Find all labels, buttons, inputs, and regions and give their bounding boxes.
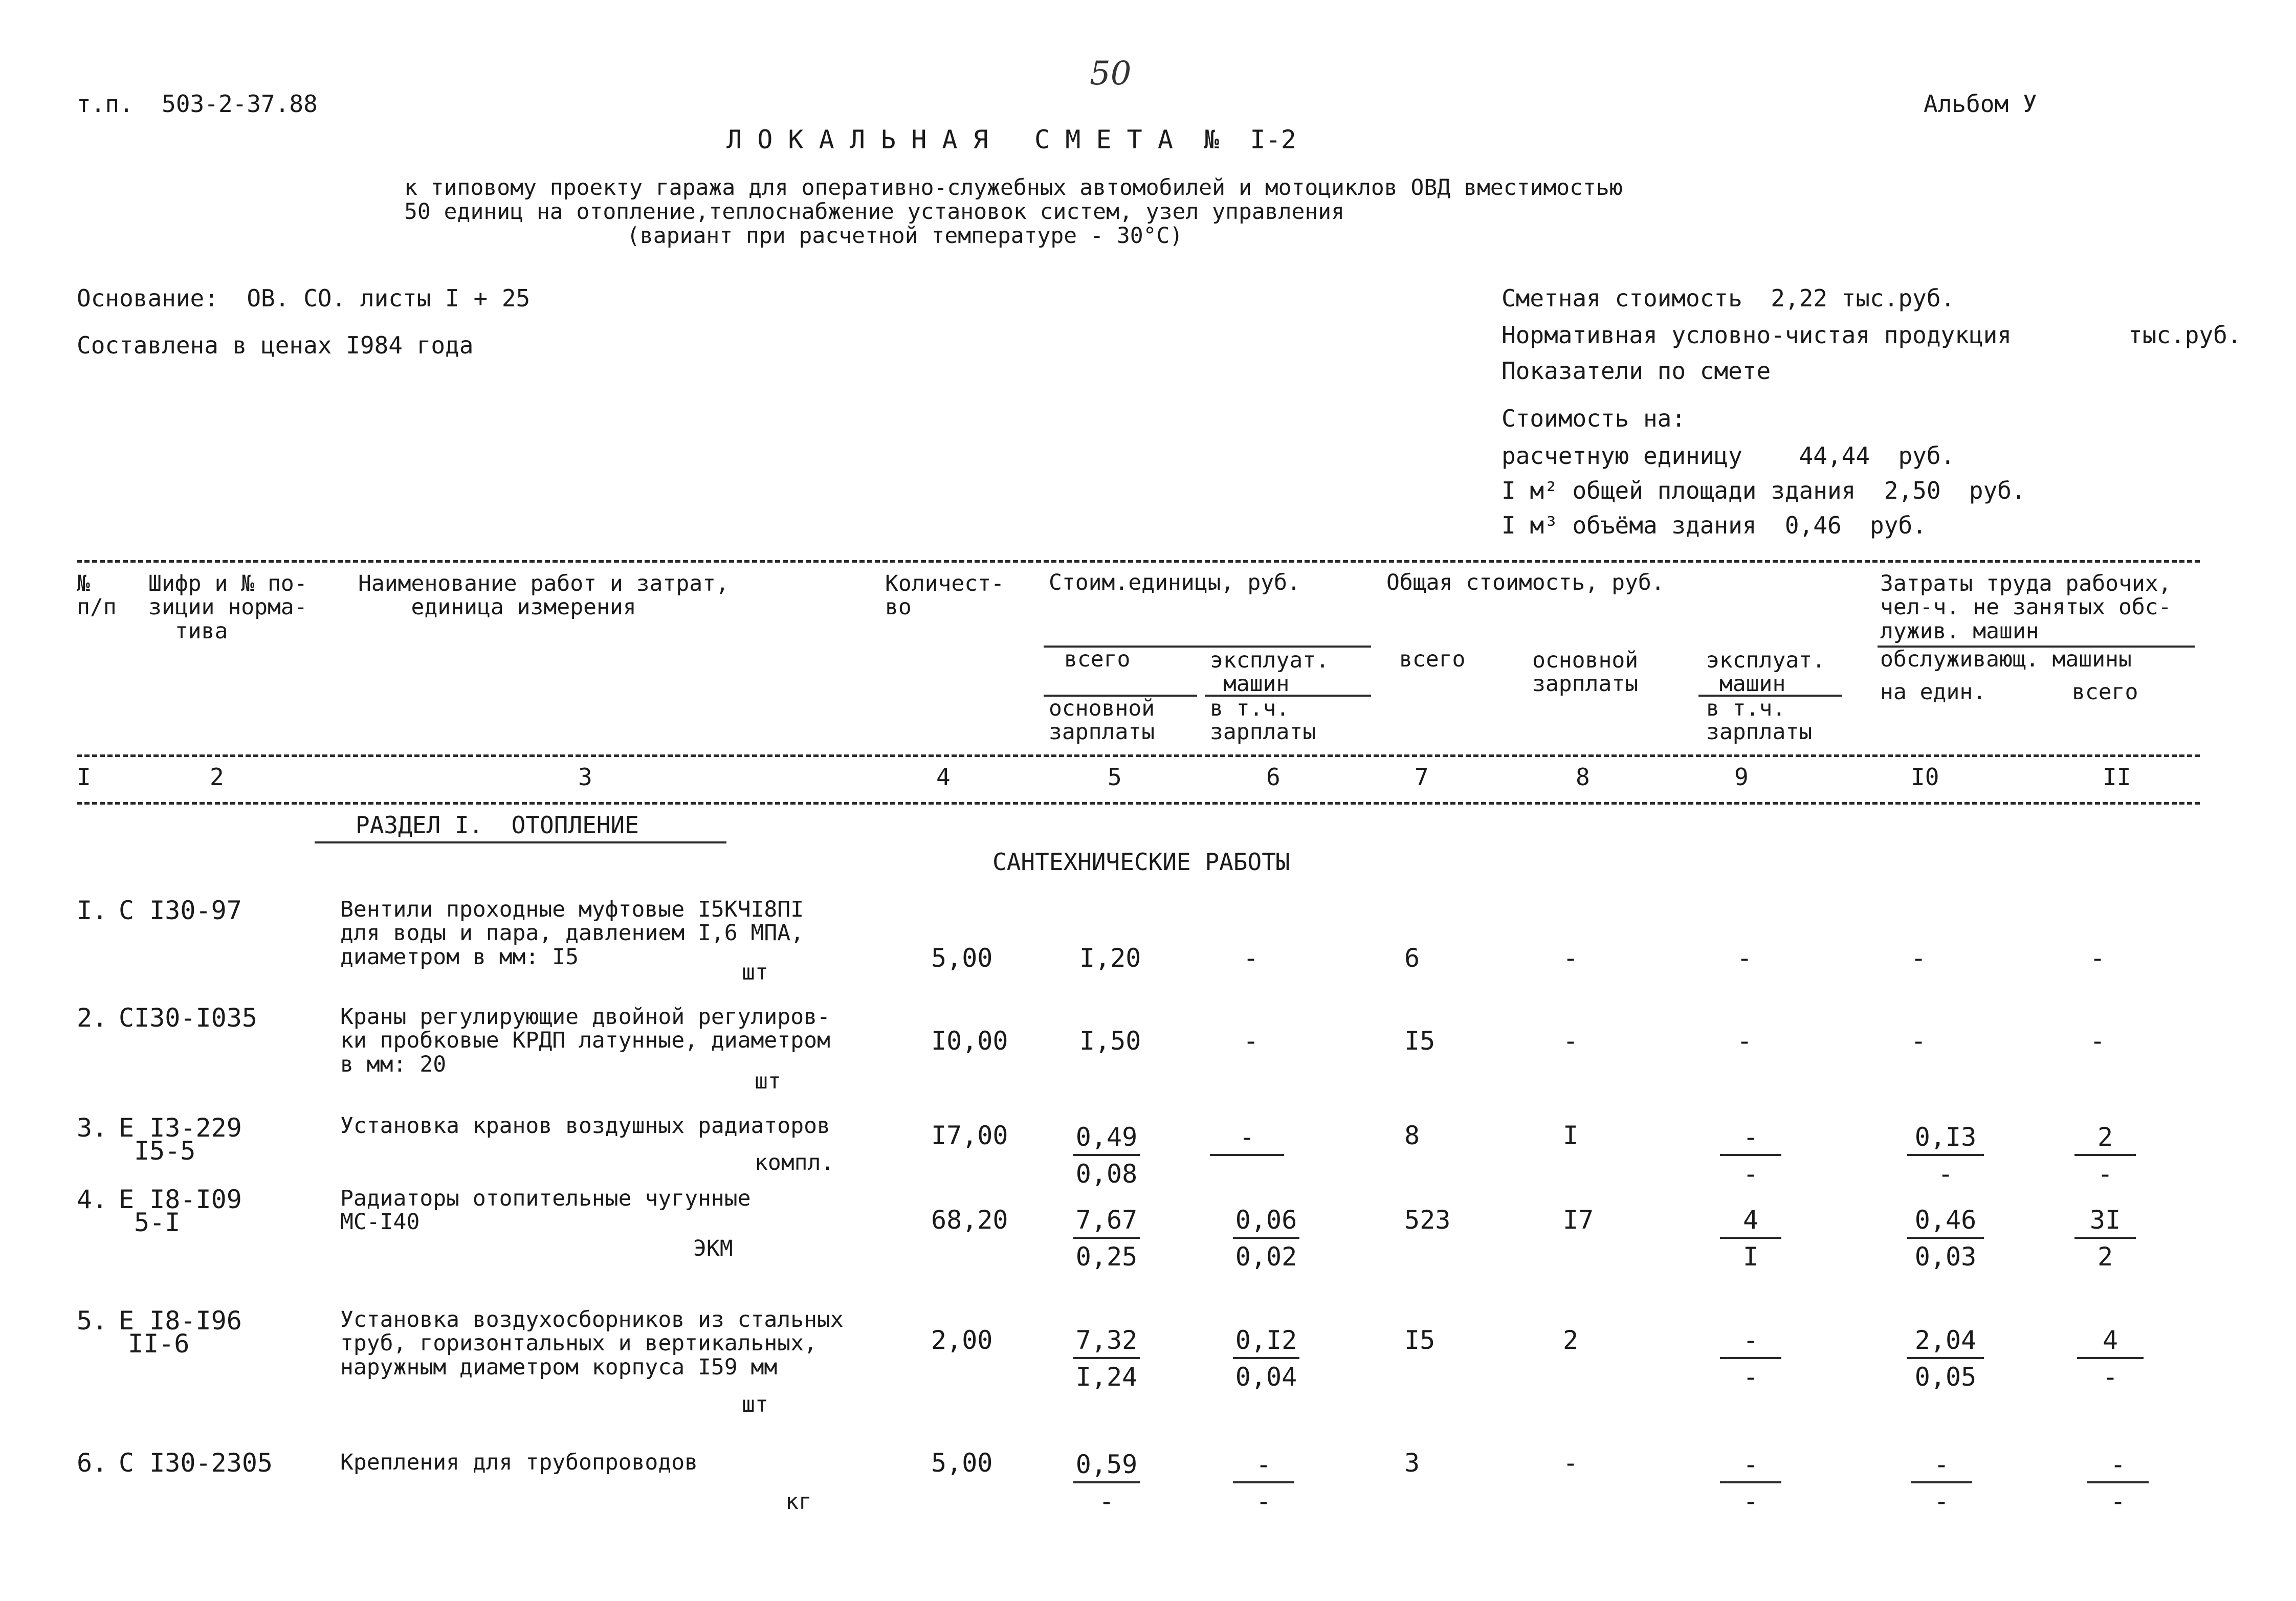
- row-code: С I30-2305: [119, 1448, 273, 1478]
- row-number: I.: [77, 896, 108, 925]
- row-labor-unit: -: [1911, 943, 1927, 973]
- row-total-machines-fraction: [1720, 1452, 1781, 1514]
- column-number: 7: [1415, 763, 1429, 791]
- row-labor-unit: 0,I3: [1907, 1124, 1984, 1156]
- row-total-wages: -: [1563, 1026, 1579, 1056]
- row-code: С I30-97: [119, 896, 242, 925]
- row-code: СI30-I035: [119, 1003, 257, 1033]
- header-col-qty: Количест- во: [885, 571, 1004, 620]
- row-name: Радиаторы отопительные чугунные МС-I40: [340, 1186, 751, 1235]
- row-labor-total-fraction: [2077, 1327, 2144, 1390]
- row-unit-machines-fraction: [1233, 1327, 1299, 1390]
- row-labor-total-machines: -: [2110, 1486, 2126, 1516]
- row-total: 8: [1404, 1121, 1420, 1150]
- column-numbers-rule: [77, 802, 2200, 805]
- row-unit: шт: [755, 1069, 781, 1094]
- row-code-sub: I5-5: [134, 1136, 196, 1166]
- row-labor-total: 2: [2074, 1124, 2136, 1156]
- row-total-machines: -: [1737, 1026, 1753, 1056]
- row-labor-unit-machines: -: [1937, 1159, 1954, 1189]
- row-total-wages: 2: [1563, 1325, 1579, 1355]
- column-number: I: [77, 763, 91, 791]
- header-labor-sub: обслуживающ. машины: [1880, 647, 2132, 672]
- row-unit-total: I,20: [1079, 943, 1141, 973]
- row-total: I5: [1404, 1325, 1436, 1355]
- column-number: 9: [1734, 763, 1749, 791]
- row-unit-machines-fraction: [1233, 1452, 1294, 1514]
- row-unit-total-fraction: [1073, 1207, 1140, 1270]
- project-code: т.п. 503-2-37.88: [77, 90, 318, 118]
- row-total-machines-wages: -: [1742, 1486, 1759, 1516]
- row-code-sub: 5-I: [134, 1208, 181, 1237]
- header-labor: Затраты труда рабочих, чел-ч. не занятых обс- лужив. машин: [1880, 571, 2172, 644]
- row-total-machines-wages: -: [1742, 1362, 1759, 1392]
- row-labor-unit-fraction: [1907, 1327, 1984, 1390]
- row-total-machines: -: [1720, 1452, 1781, 1483]
- row-unit-machines: -: [1243, 1026, 1259, 1056]
- row-labor-total: -: [2090, 943, 2106, 973]
- row-name: Вентили проходные муфтовые I5КЧI8ПI для воды и пара, давлением I,6 МПА, диаметром в мм: I5: [340, 897, 804, 970]
- normative-product-unit: тыс.руб.: [2128, 321, 2242, 349]
- row-name: Установка кранов воздушных радиаторов: [340, 1113, 830, 1139]
- row-unit-wages: 0,08: [1075, 1159, 1138, 1189]
- row-labor-unit-fraction: [1907, 1124, 1984, 1187]
- row-unit-machines-wages: 0,04: [1235, 1362, 1297, 1392]
- row-unit-machines-fraction: [1233, 1207, 1299, 1270]
- row-labor-unit-fraction: [1907, 1207, 1984, 1270]
- header-col7: всего: [1399, 647, 1466, 672]
- row-labor-unit: 2,04: [1907, 1327, 1984, 1359]
- column-number: 5: [1108, 763, 1122, 791]
- section-title: РАЗДЕЛ I. ОТОПЛЕНИЕ: [356, 811, 639, 839]
- row-unit-wages: -: [1098, 1486, 1115, 1516]
- row-number: 4.: [77, 1185, 108, 1214]
- page-number: 50: [1090, 55, 1132, 93]
- header-col-num: № п/п: [77, 571, 117, 620]
- row-unit-total: I,50: [1079, 1026, 1141, 1056]
- row-number: 5.: [77, 1306, 108, 1336]
- table-top-rule: [77, 560, 2200, 563]
- row-total-machines: -: [1720, 1327, 1781, 1359]
- row-qty: 2,00: [931, 1325, 993, 1355]
- row-labor-total: 3I: [2074, 1207, 2136, 1239]
- row-total-machines-fraction: [1720, 1124, 1781, 1187]
- header-col5-top: всего: [1064, 647, 1131, 672]
- row-unit-total: 0,49: [1073, 1124, 1140, 1156]
- column-number: 4: [936, 763, 951, 791]
- document-title: Л О К А Л Ь Н А Я С М Е Т А № I-2: [726, 125, 1296, 154]
- row-qty: 5,00: [931, 1448, 993, 1478]
- normative-product: Нормативная условно-чистая продукция: [1502, 321, 2012, 349]
- row-labor-total-machines: 2: [2097, 1242, 2113, 1272]
- row-code: Е I8-I96: [119, 1306, 242, 1336]
- row-labor-total-fraction: [2087, 1452, 2149, 1514]
- column-number: II: [2103, 763, 2131, 791]
- cost-per-m3: I м³ объёма здания 0,46 руб.: [1502, 512, 1927, 539]
- row-number: 2.: [77, 1003, 108, 1033]
- row-total-machines-fraction: [1720, 1327, 1781, 1390]
- column-number: 6: [1266, 763, 1281, 791]
- subtitle-line-1: к типовому проекту гаража для оперативно-служебных автомобилей и мотоциклов ОВД вместимостью: [404, 175, 1623, 201]
- header-col5-bottom: основной зарплаты: [1049, 696, 1155, 745]
- row-labor-unit: -: [1911, 1452, 1972, 1483]
- row-total: 3: [1404, 1448, 1420, 1478]
- row-total-wages: -: [1563, 943, 1579, 973]
- row-qty: I7,00: [931, 1121, 1008, 1150]
- column-number: 2: [210, 763, 224, 791]
- row-unit-machines: 0,I2: [1233, 1327, 1299, 1359]
- row-labor-total-fraction: [2074, 1124, 2136, 1187]
- row-labor-unit: -: [1911, 1026, 1927, 1056]
- price-year-text: Составлена в ценах I984 года: [77, 331, 474, 359]
- subtitle-line-3: (вариант при расчетной температуре - 30°С): [627, 223, 1183, 249]
- row-number: 6.: [77, 1448, 108, 1478]
- row-total-wages: -: [1563, 1448, 1579, 1478]
- section-underline: [315, 841, 726, 843]
- row-total-machines: -: [1720, 1124, 1781, 1156]
- row-unit-machines: -: [1243, 943, 1259, 973]
- row-unit-wages: I,24: [1075, 1362, 1138, 1392]
- row-unit: ЭКМ: [693, 1236, 733, 1261]
- header-col-code: Шифр и № по- зиции норма- тива: [148, 571, 307, 644]
- header-col10: на един.: [1880, 679, 1986, 705]
- cost-per-m2: I м² общей площади здания 2,50 руб.: [1502, 477, 2026, 504]
- row-unit: шт: [742, 960, 768, 985]
- header-bottom-rule: [77, 754, 2200, 757]
- row-unit-machines: -: [1210, 1124, 1284, 1156]
- row-labor-total-fraction: [2074, 1207, 2136, 1270]
- row-total-machines-wages: -: [1742, 1159, 1759, 1189]
- row-labor-total: -: [2090, 1026, 2106, 1056]
- row-labor-total-machines: -: [2102, 1362, 2118, 1392]
- row-labor-unit-machines: -: [1933, 1486, 1950, 1516]
- row-name: Установка воздухосборников из стальных труб, горизонтальных и вертикальных, наружным диаметром корпуса I59 мм: [340, 1307, 844, 1380]
- header-col-name: Наименование работ и затрат, единица измерения: [358, 571, 729, 620]
- row-unit-total-fraction: [1073, 1452, 1140, 1514]
- row-labor-total: 4: [2077, 1327, 2144, 1359]
- column-number: 8: [1576, 763, 1590, 791]
- row-labor-unit-machines: 0,05: [1914, 1362, 1977, 1392]
- subsection-title: САНТЕХНИЧЕСКИЕ РАБОТЫ: [992, 848, 1290, 876]
- album-label: Альбом У: [1924, 90, 2037, 118]
- row-unit-total: 0,59: [1073, 1452, 1140, 1483]
- row-name: Крепления для трубопроводов: [340, 1450, 698, 1475]
- header-unit-cost: Стоим.единицы, руб.: [1049, 570, 1300, 595]
- row-total-wages: I: [1563, 1121, 1579, 1150]
- column-number: 3: [578, 763, 592, 791]
- row-unit-machines-fraction: [1210, 1124, 1284, 1161]
- row-labor-unit-fraction: [1911, 1452, 1972, 1514]
- row-unit-total: 7,32: [1073, 1327, 1140, 1359]
- row-unit-wages: 0,25: [1075, 1242, 1138, 1272]
- estimated-cost: Сметная стоимость 2,22 тыс.руб.: [1502, 284, 1955, 312]
- indicators-label: Показатели по смете: [1502, 357, 1771, 385]
- cost-per-unit: расчетную единицу 44,44 руб.: [1502, 442, 1955, 470]
- row-total: I5: [1404, 1026, 1436, 1056]
- subtitle-line-2: 50 единиц на отопление,теплоснабжение установок систем, узел управления: [404, 199, 1345, 225]
- row-unit-machines: -: [1233, 1452, 1294, 1483]
- row-total: 6: [1404, 943, 1420, 973]
- cost-per-label: Стоимость на:: [1502, 405, 1686, 432]
- row-labor-unit-machines: 0,03: [1914, 1242, 1977, 1272]
- row-labor-total-machines: -: [2097, 1159, 2113, 1189]
- row-name: Краны регулирующие двойной регулиров- ки пробковые КРДП латунные, диаметром в мм: 20: [340, 1004, 830, 1077]
- row-unit-total-fraction: [1073, 1327, 1140, 1390]
- header-col9-top: эксплуат. машин: [1706, 648, 1825, 697]
- header-col11: всего: [2072, 679, 2138, 705]
- header-col6-top: эксплуат. машин: [1210, 648, 1329, 697]
- row-unit: шт: [742, 1392, 768, 1417]
- row-total-machines: 4: [1720, 1207, 1781, 1239]
- row-total-wages: I7: [1563, 1205, 1594, 1235]
- row-number: 3.: [77, 1113, 108, 1143]
- row-qty: I0,00: [931, 1026, 1008, 1056]
- row-unit: кг: [785, 1489, 812, 1515]
- row-unit-total-fraction: [1073, 1124, 1140, 1187]
- row-code: Е I3-229: [119, 1113, 242, 1143]
- row-total-machines: -: [1737, 943, 1753, 973]
- row-total: 523: [1404, 1205, 1451, 1235]
- row-unit-machines-wages: -: [1255, 1486, 1272, 1516]
- header-col6-bottom: в т.ч. зарплаты: [1210, 696, 1316, 745]
- row-labor-unit: 0,46: [1907, 1207, 1984, 1239]
- row-total-machines-fraction: [1720, 1207, 1781, 1270]
- column-number: I0: [1911, 763, 1939, 791]
- header-total-cost: Общая стоимость, руб.: [1386, 570, 1665, 595]
- row-unit-machines: 0,06: [1233, 1207, 1299, 1239]
- row-qty: 5,00: [931, 943, 993, 973]
- header-col9-bottom: в т.ч. зарплаты: [1706, 696, 1813, 745]
- row-total-machines-wages: I: [1742, 1242, 1759, 1272]
- row-unit-total: 7,67: [1073, 1207, 1140, 1239]
- row-qty: 68,20: [931, 1205, 1008, 1235]
- row-code: Е I8-I09: [119, 1185, 242, 1214]
- row-unit-machines-wages: 0,02: [1235, 1242, 1297, 1272]
- row-code-sub: II-6: [128, 1329, 190, 1359]
- header-col8: основной зарплаты: [1532, 648, 1639, 697]
- row-unit: компл.: [755, 1150, 834, 1175]
- basis-text: Основание: ОВ. СО. листы I + 25: [77, 284, 531, 312]
- row-labor-total: -: [2087, 1452, 2149, 1483]
